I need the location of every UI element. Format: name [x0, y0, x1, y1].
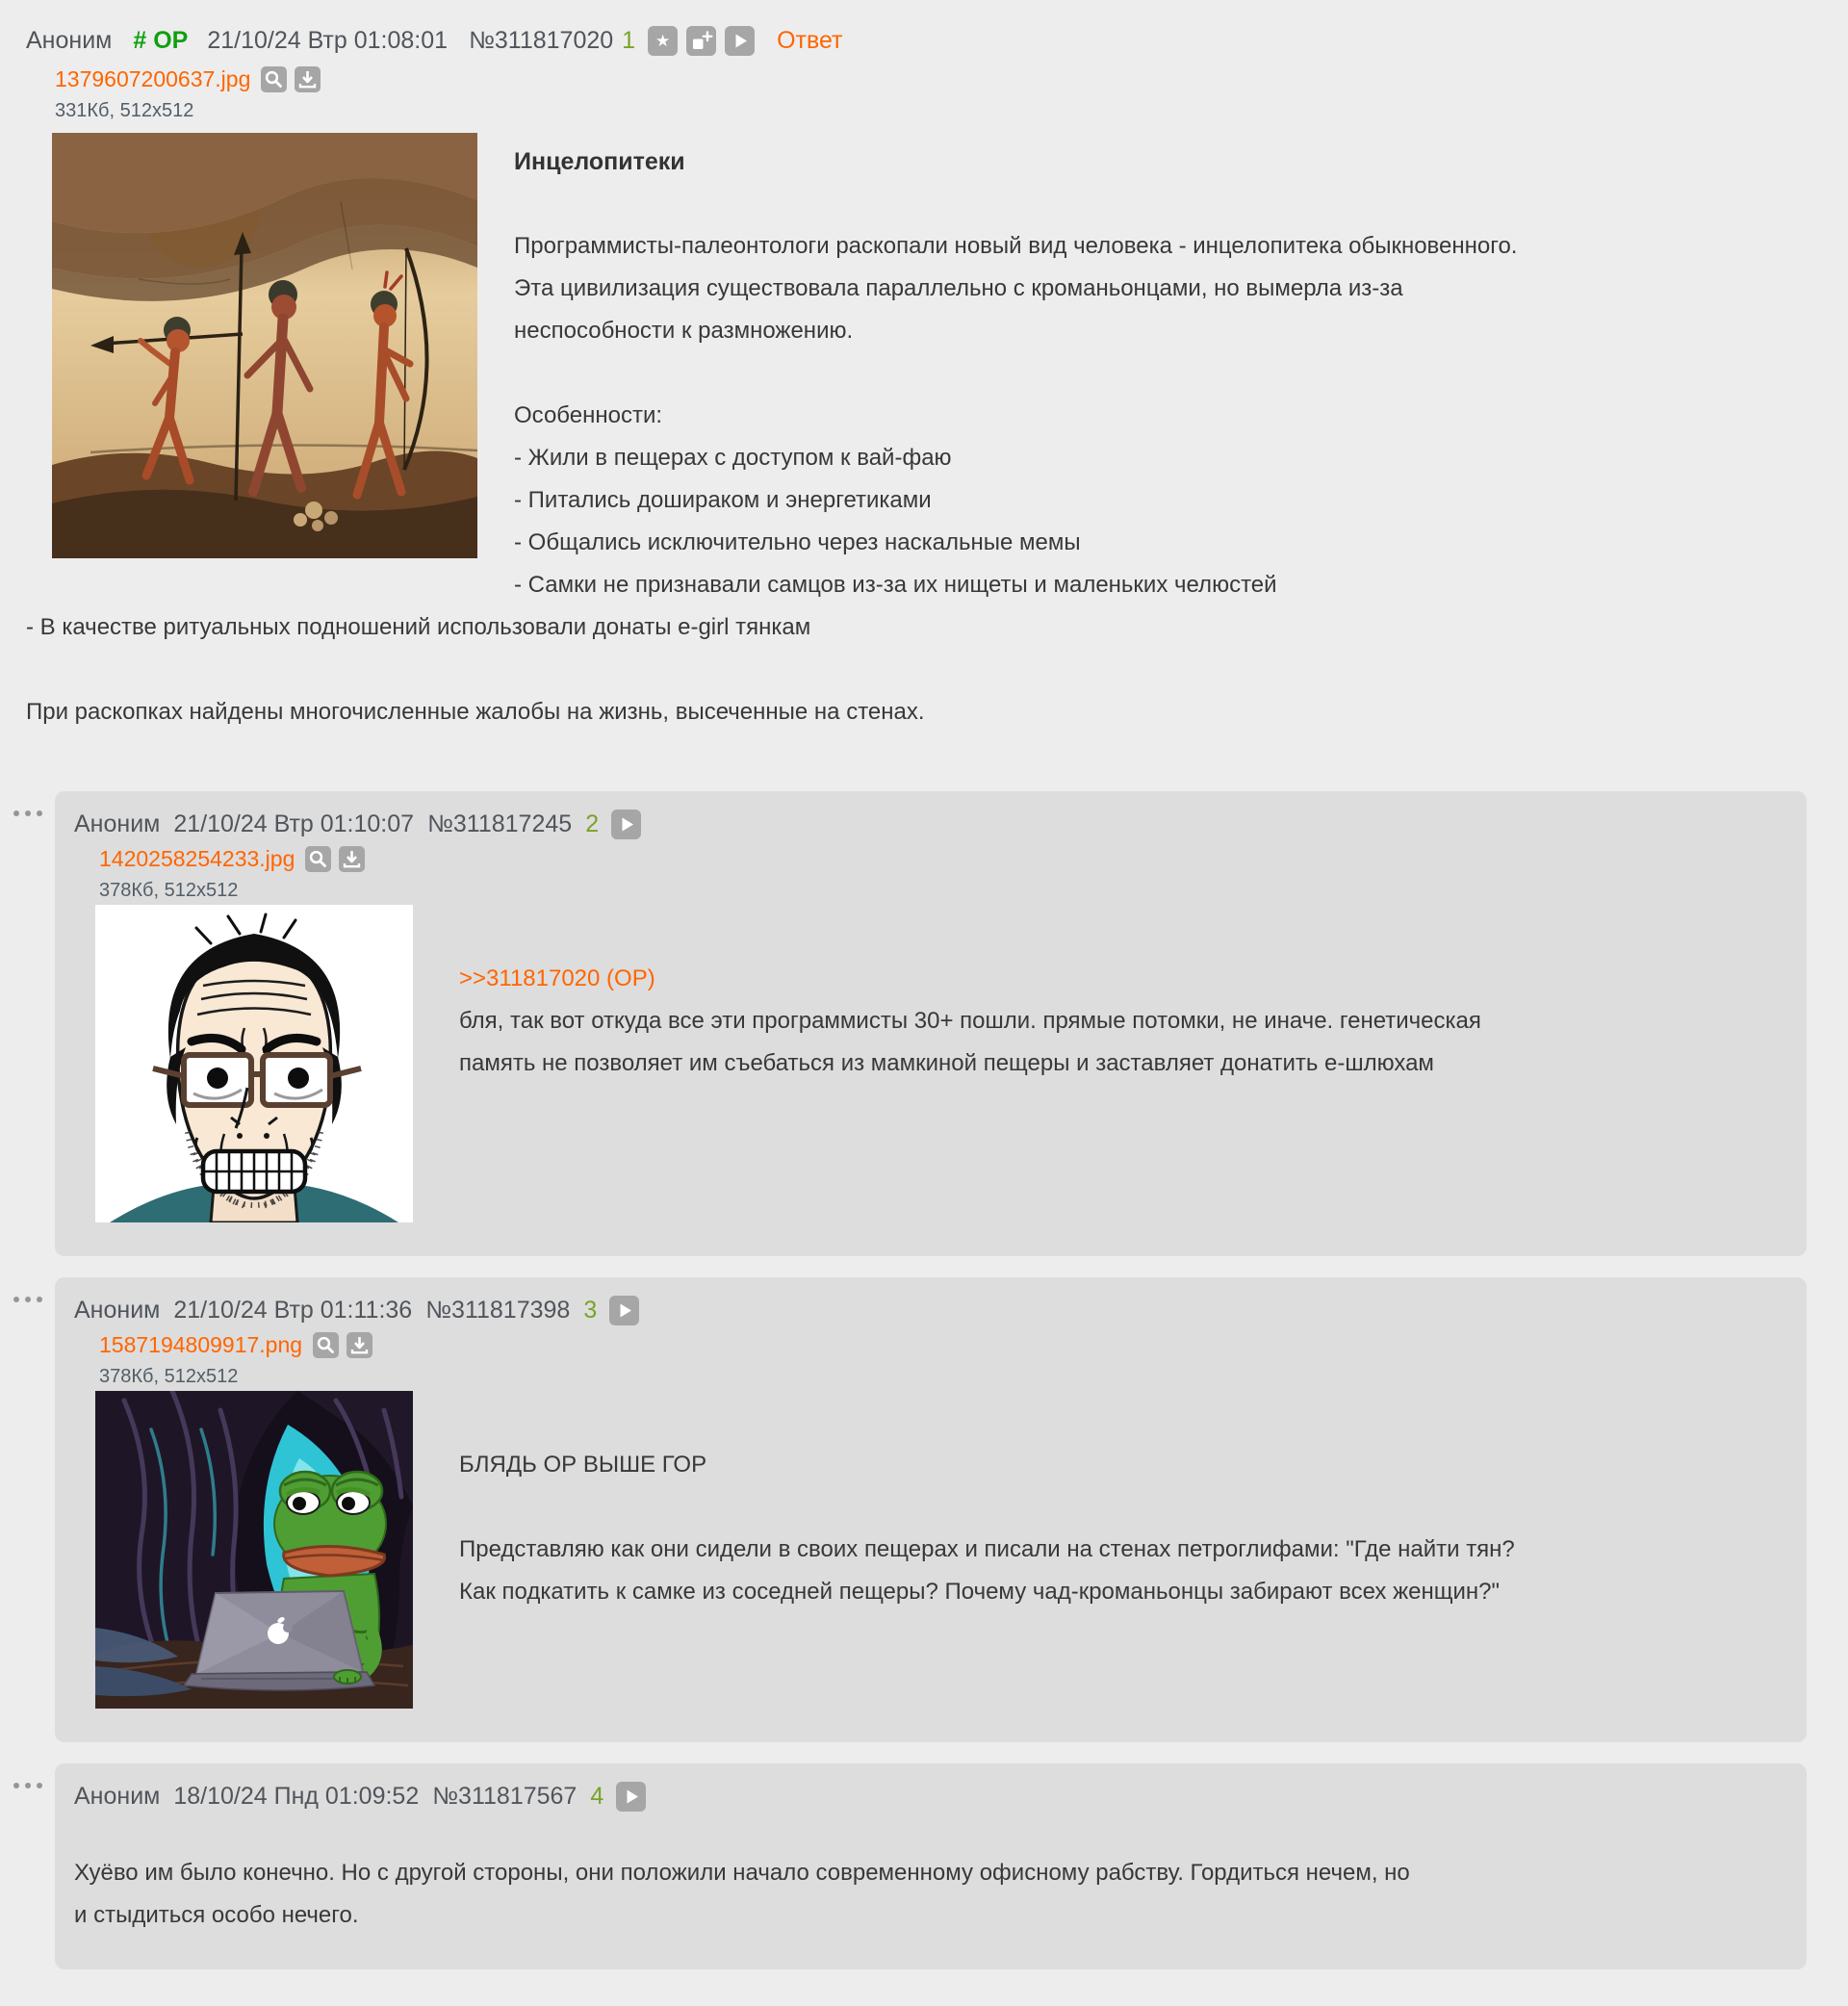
post-text	[459, 905, 1481, 1256]
post-text-line: - Общались исключительно через наскальные мемы	[514, 529, 1081, 555]
search-icon	[313, 1332, 339, 1358]
pepe-cave-image	[95, 1391, 413, 1709]
ellipsis-icon	[13, 1297, 19, 1302]
download-icon	[346, 1332, 372, 1358]
post-text-line: бля, так вот откуда все эти программисты 30+ пошли. прямые потомки, не иначе. генетическая	[459, 1008, 1481, 1034]
play-icon	[725, 26, 755, 56]
post-text	[459, 1391, 1515, 1742]
post-body	[74, 1391, 1784, 1742]
post-text-line: - Жили в пещерах с доступом к вай-фаю	[514, 445, 952, 471]
post-index[interactable]: 1	[622, 26, 636, 54]
post-header	[26, 19, 1662, 62]
post-index[interactable]: 2	[585, 810, 600, 837]
play-icon	[616, 1782, 646, 1812]
post-number[interactable]: №311817020	[469, 26, 614, 54]
file-row	[99, 1327, 1784, 1362]
post-text-line: Программисты-палеонтологи раскопали новый вид человека - инцелопитека обыкновенного.	[514, 233, 1518, 259]
post-text-line: - Питались дошираком и энергетиками	[514, 487, 932, 513]
post-row	[0, 1763, 1848, 1969]
op-post	[26, 19, 1662, 733]
post-text-line: Эта цивилизация существовала параллельно с кроманьонцами, но вымерла из-за	[514, 275, 1403, 301]
post-text-line: БЛЯДЬ ОР ВЫШЕ ГОР	[459, 1452, 707, 1478]
favorite-button[interactable]	[648, 26, 678, 56]
file-download-button[interactable]	[346, 1332, 372, 1358]
file-meta: 378Кб, 512x512	[99, 879, 239, 901]
post-number[interactable]: №311817567	[432, 1782, 578, 1810]
file-meta: 331Кб, 512x512	[55, 99, 194, 121]
post-text-line: память не позволяет им съебаться из мамкиной пещеры и заставляет донатить е-шлюхам	[459, 1050, 1434, 1076]
soyjak-image	[95, 905, 413, 1222]
file-search-button[interactable]	[313, 1332, 339, 1358]
post-text-line: Представляю как они сидели в своих пещерах и писали на стенах петроглифами: "Где найти тян?	[459, 1536, 1515, 1562]
author-name: Аноним	[74, 1782, 161, 1810]
post-datetime: 18/10/24 Пнд 01:09:52	[173, 1782, 420, 1810]
post-thumbnail-pepe-cave[interactable]	[95, 1391, 413, 1709]
post-text-line: Особенности:	[514, 402, 663, 428]
post-datetime: 21/10/24 Втр 01:11:36	[173, 1296, 413, 1324]
quote-link[interactable]: >>311817020 (OP)	[459, 965, 655, 991]
star-icon: ★	[654, 31, 671, 50]
post-text	[74, 1852, 1784, 1937]
post-subject: Инцелопитеки	[514, 148, 685, 175]
post-text-line: При раскопках найдены многочисленные жалобы на жизнь, высеченные на стенах.	[26, 699, 925, 725]
expand-button[interactable]	[611, 810, 641, 839]
author-name: Аноним	[74, 1296, 161, 1324]
post-text-line: и стыдиться особо нечего.	[74, 1902, 359, 1928]
add-post-button[interactable]	[686, 26, 716, 56]
post-menu-button[interactable]	[11, 1783, 45, 1788]
author-name: Аноним	[74, 810, 161, 837]
post-text-line: Как подкатить к самке из соседней пещеры? Почему чад-кроманьонцы забирают всех женщин?"	[459, 1579, 1501, 1605]
op-badge: # OP	[133, 26, 189, 54]
post-text-line: - В качестве ритуальных подношений использовали донаты e-girl тянкам	[26, 614, 811, 640]
post-text-line: Хуёво им было конечно. Но с другой стороны, они положили начало современному офисному рабству. Гордиться нечем, но	[74, 1860, 1410, 1886]
cave-painting-image	[52, 133, 477, 558]
post-body	[26, 125, 1662, 733]
file-link[interactable]: 1420258254233.jpg	[99, 845, 295, 871]
post-body	[74, 905, 1784, 1256]
post-text-line: - Самки не признавали самцов из-за их нищеты и маленьких челюстей	[514, 572, 1277, 598]
play-icon	[609, 1296, 639, 1325]
expand-button[interactable]	[609, 1296, 639, 1325]
file-search-button[interactable]	[261, 66, 287, 92]
post-header	[74, 807, 1784, 841]
file-row	[99, 841, 1784, 876]
search-icon	[305, 846, 331, 872]
reply-post	[55, 791, 1807, 1256]
post-index[interactable]: 4	[590, 1782, 604, 1810]
post-index[interactable]: 3	[583, 1296, 598, 1324]
file-search-button[interactable]	[305, 846, 331, 872]
ellipsis-icon	[13, 810, 19, 816]
file-download-button[interactable]	[295, 66, 321, 92]
post-header	[74, 1779, 1784, 1813]
post-thumbnail-cave-painting[interactable]	[52, 133, 477, 558]
post-row	[0, 1277, 1848, 1742]
post-thumbnail-soyjak[interactable]	[95, 905, 413, 1222]
post-datetime: 21/10/24 Втр 01:10:07	[173, 810, 415, 837]
expand-button[interactable]	[616, 1782, 646, 1812]
post-number[interactable]: №311817245	[427, 810, 573, 837]
ellipsis-icon	[13, 1783, 19, 1788]
file-link[interactable]: 1379607200637.jpg	[55, 65, 251, 91]
author-name: Аноним	[26, 26, 113, 54]
post-text-line: неспособности к размножению.	[514, 318, 854, 344]
download-icon	[339, 846, 365, 872]
expand-button[interactable]	[725, 26, 755, 56]
post-menu-button[interactable]	[11, 1297, 45, 1302]
reply-link[interactable]: Ответ	[777, 26, 843, 54]
post-datetime: 21/10/24 Втр 01:08:01	[207, 26, 449, 54]
search-icon	[261, 66, 287, 92]
post-header	[74, 1293, 1784, 1327]
play-icon	[611, 810, 641, 839]
reply-post	[55, 1277, 1807, 1742]
post-row	[0, 791, 1848, 1256]
file-download-button[interactable]	[339, 846, 365, 872]
post-number[interactable]: №311817398	[425, 1296, 571, 1324]
file-meta: 378Кб, 512x512	[99, 1365, 239, 1387]
post-text-line	[26, 649, 1662, 691]
download-icon	[295, 66, 321, 92]
file-row	[55, 62, 1662, 96]
file-link[interactable]: 1587194809917.png	[99, 1331, 303, 1357]
post-menu-button[interactable]	[11, 810, 45, 816]
post-text-line	[459, 1486, 1515, 1529]
plus-square-icon	[686, 26, 716, 56]
reply-post	[55, 1763, 1807, 1969]
